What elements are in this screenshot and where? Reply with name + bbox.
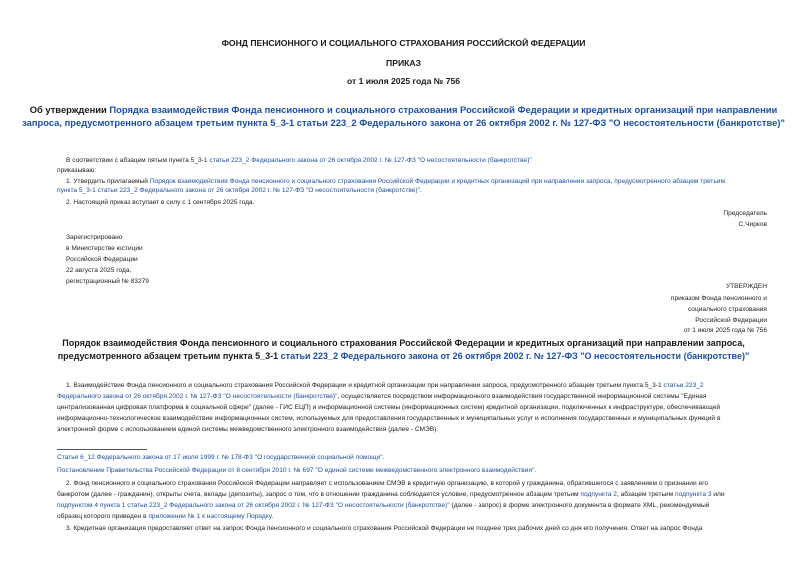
para2-text: образец которого приведен в (57, 513, 147, 520)
para1-text: , осуществляется посредством информационного взаимодействия государственной информационной системы "Единая (337, 393, 707, 400)
para2-line3 (57, 501, 709, 511)
para2-subpoint3-link[interactable]: подпункта 3 (675, 491, 712, 498)
para2-subpoint2-link[interactable]: подпункта 2 (580, 491, 617, 498)
para2-text: , абзацем третьим (616, 491, 674, 498)
title-link-procedure-cont[interactable]: запроса, предусмотренного абзацем третьим пункта 5_3-1 статьи 223_2 Федерального закона от 26 октября 2002 г. № 127-ФЗ "О несостоятельности (банкротстве)" (22, 117, 785, 128)
title-link-procedure[interactable]: Порядка взаимодействия Фонда пенсионного и социального страхования Российской Федерации и кредитных организаций при направлении (109, 104, 778, 115)
order-title-line2 (0, 116, 807, 129)
doc-type: ПРИКАЗ (386, 58, 421, 68)
procedure-title-line2 (0, 350, 807, 363)
footnote-1-link[interactable]: Статья 6_12 Федерального закона от 17 июля 1999 г. № 178-ФЗ "О государственной социальной помощи". (57, 454, 385, 461)
approved-line: УТВЕРЖДЕН (725, 283, 767, 290)
para1-law-link[interactable]: Федерального закона от 26 октября 2002 г. № 127-ФЗ "О несостоятельности (банкротстве)" (57, 393, 338, 400)
item1-law-link[interactable]: пункта 5_3-1 статьи 223_2 Федерального закона от 26 октября 2002 г. № 127-ФЗ "О несостоятельности (банкротстве)" (57, 187, 420, 194)
para2-line4 (57, 512, 273, 522)
preamble-text: В соответствии с абзацем пятым пункта 5_3-1 (66, 157, 208, 164)
para1-text: 1. Взаимодействие Фонда пенсионного и социального страхования Российской Федерации и кредитной организации при направлении запроса, предусмотренного абзацем третьим пункта 5_3-1 (66, 382, 662, 389)
para2-text: банкротом (далее - гражданин), открыты счета, вклады (депозиты), запрос о том, что в отношении гражданина соблюдается условие, предусмотренное абзацем третьим (57, 491, 579, 498)
approved-line: социального страхования (687, 306, 767, 313)
order-title-line1 (0, 103, 807, 116)
registration-line: 22 августа 2025 года, (66, 267, 132, 274)
para1-line3: централизованная цифровая платформа в социальной сфере" (далее - ГИС ЕЦП) и информационной системы (информационных систем) кредитной организации, подключенных к инфраструктуре, обеспечивающей (57, 404, 721, 411)
item2: 2. Настоящий приказ вступает в силу с 1 сентября 2025 года. (66, 199, 255, 206)
signature-position: Председатель (723, 210, 767, 217)
signature-name: С.Чирков (738, 221, 767, 228)
doc-date: от 1 июля 2025 года № 756 (346, 76, 461, 86)
item1-end: . (419, 187, 422, 194)
procedure-title-line1: Порядок взаимодействия Фонда пенсионного и социального страхования Российской Федерации и кредитных организаций при направлении запроса, (62, 338, 745, 348)
para1-line1 (66, 381, 704, 391)
approved-line: от 1 июля 2025 года № 756 (683, 327, 767, 334)
registration-line: в Министерстве юстиции (66, 245, 143, 252)
approved-line: Российской Федерации (695, 317, 767, 324)
registration-line: регистрационный № 83279 (66, 278, 149, 285)
para2-text: (далее - запрос) в форме электронного документа в формате XML, рекомендуемый (451, 502, 710, 509)
item1-text: 1. Утвердить прилагаемый (66, 178, 148, 185)
approved-line: приказом Фонда пенсионного и (670, 295, 767, 302)
procedure-title-law-link[interactable]: статьи 223_2 Федерального закона от 26 октября 2002 г. № 127-ФЗ "О несостоятельности (банкротстве)" (280, 351, 750, 361)
item1-procedure-link[interactable]: Порядок взаимодействия Фонда пенсионного и социального страхования Российской Федерации и кредитных организаций при направлении запроса, предусмотренного абзацем третьим (149, 178, 725, 185)
preamble (66, 156, 532, 166)
footnote-divider (57, 449, 147, 450)
registration-line: Российской Федерации (66, 256, 138, 263)
para2-line2 (57, 490, 725, 500)
item1-line2 (57, 186, 422, 196)
footnote-2 (57, 466, 536, 476)
order-word: приказываю: (57, 167, 97, 174)
footnote-2-link[interactable]: Постановление Правительства Российской Федерации от 8 сентября 2010 г. № 697 "О единой системе межведомственного электронного взаимодействия". (57, 467, 537, 474)
para2-text: или (713, 491, 725, 498)
title-prefix: Об утверждении (29, 104, 107, 115)
procedure-title-text: предусмотренного абзацем третьим пункта 5_3-1 (57, 351, 279, 361)
para2-text: . (271, 513, 274, 520)
registration-line: Зарегистрировано (66, 234, 123, 241)
para2-subpoint4-link[interactable]: подпунктом 4 пункта 1 статьи 223_2 Федерального закона от 26 октября 2002 г. № 127-ФЗ "О несостоятельности (банкротстве)" (57, 502, 450, 509)
para1-line4: информационно-технологическое взаимодействие информационных систем, используемых для предоставления государственных и муниципальных услуг и исполнения государственных и муниципальных функций в (57, 415, 721, 422)
para1-line5: электронной форме с использованием единой системы межведомственного электронного взаимодействия (далее - СМЭВ). (57, 426, 439, 433)
preamble-law-link[interactable]: статьи 223_2 Федерального закона от 26 октября 2002 г. № 127-ФЗ "О несостоятельности (банкротстве)" (209, 157, 532, 164)
footnote-1 (57, 453, 384, 463)
org-header: ФОНД ПЕНСИОННОГО И СОЦИАЛЬНОГО СТРАХОВАНИЯ РОССИЙСКОЙ ФЕДЕРАЦИИ (221, 38, 586, 48)
appendix-1-link[interactable]: приложении № 1 к настоящему Порядку (148, 513, 272, 520)
para1-article-link[interactable]: статьи 223_2 (663, 382, 704, 389)
para2-line1: 2. Фонд пенсионного и социального страхования Российской Федерации направляет с использованием СМЭВ в кредитную организацию, в которой у гражданина, обратившегося с заявлением о признании его (66, 480, 709, 487)
para3-line1: 3. Кредитная организация предоставляет ответ на запрос Фонда пенсионного и социального страхования Российской Федерации не позднее трех рабочих дней со дня его получения. Ответ на запрос Фонда (66, 525, 703, 532)
para1-line2 (57, 392, 706, 402)
